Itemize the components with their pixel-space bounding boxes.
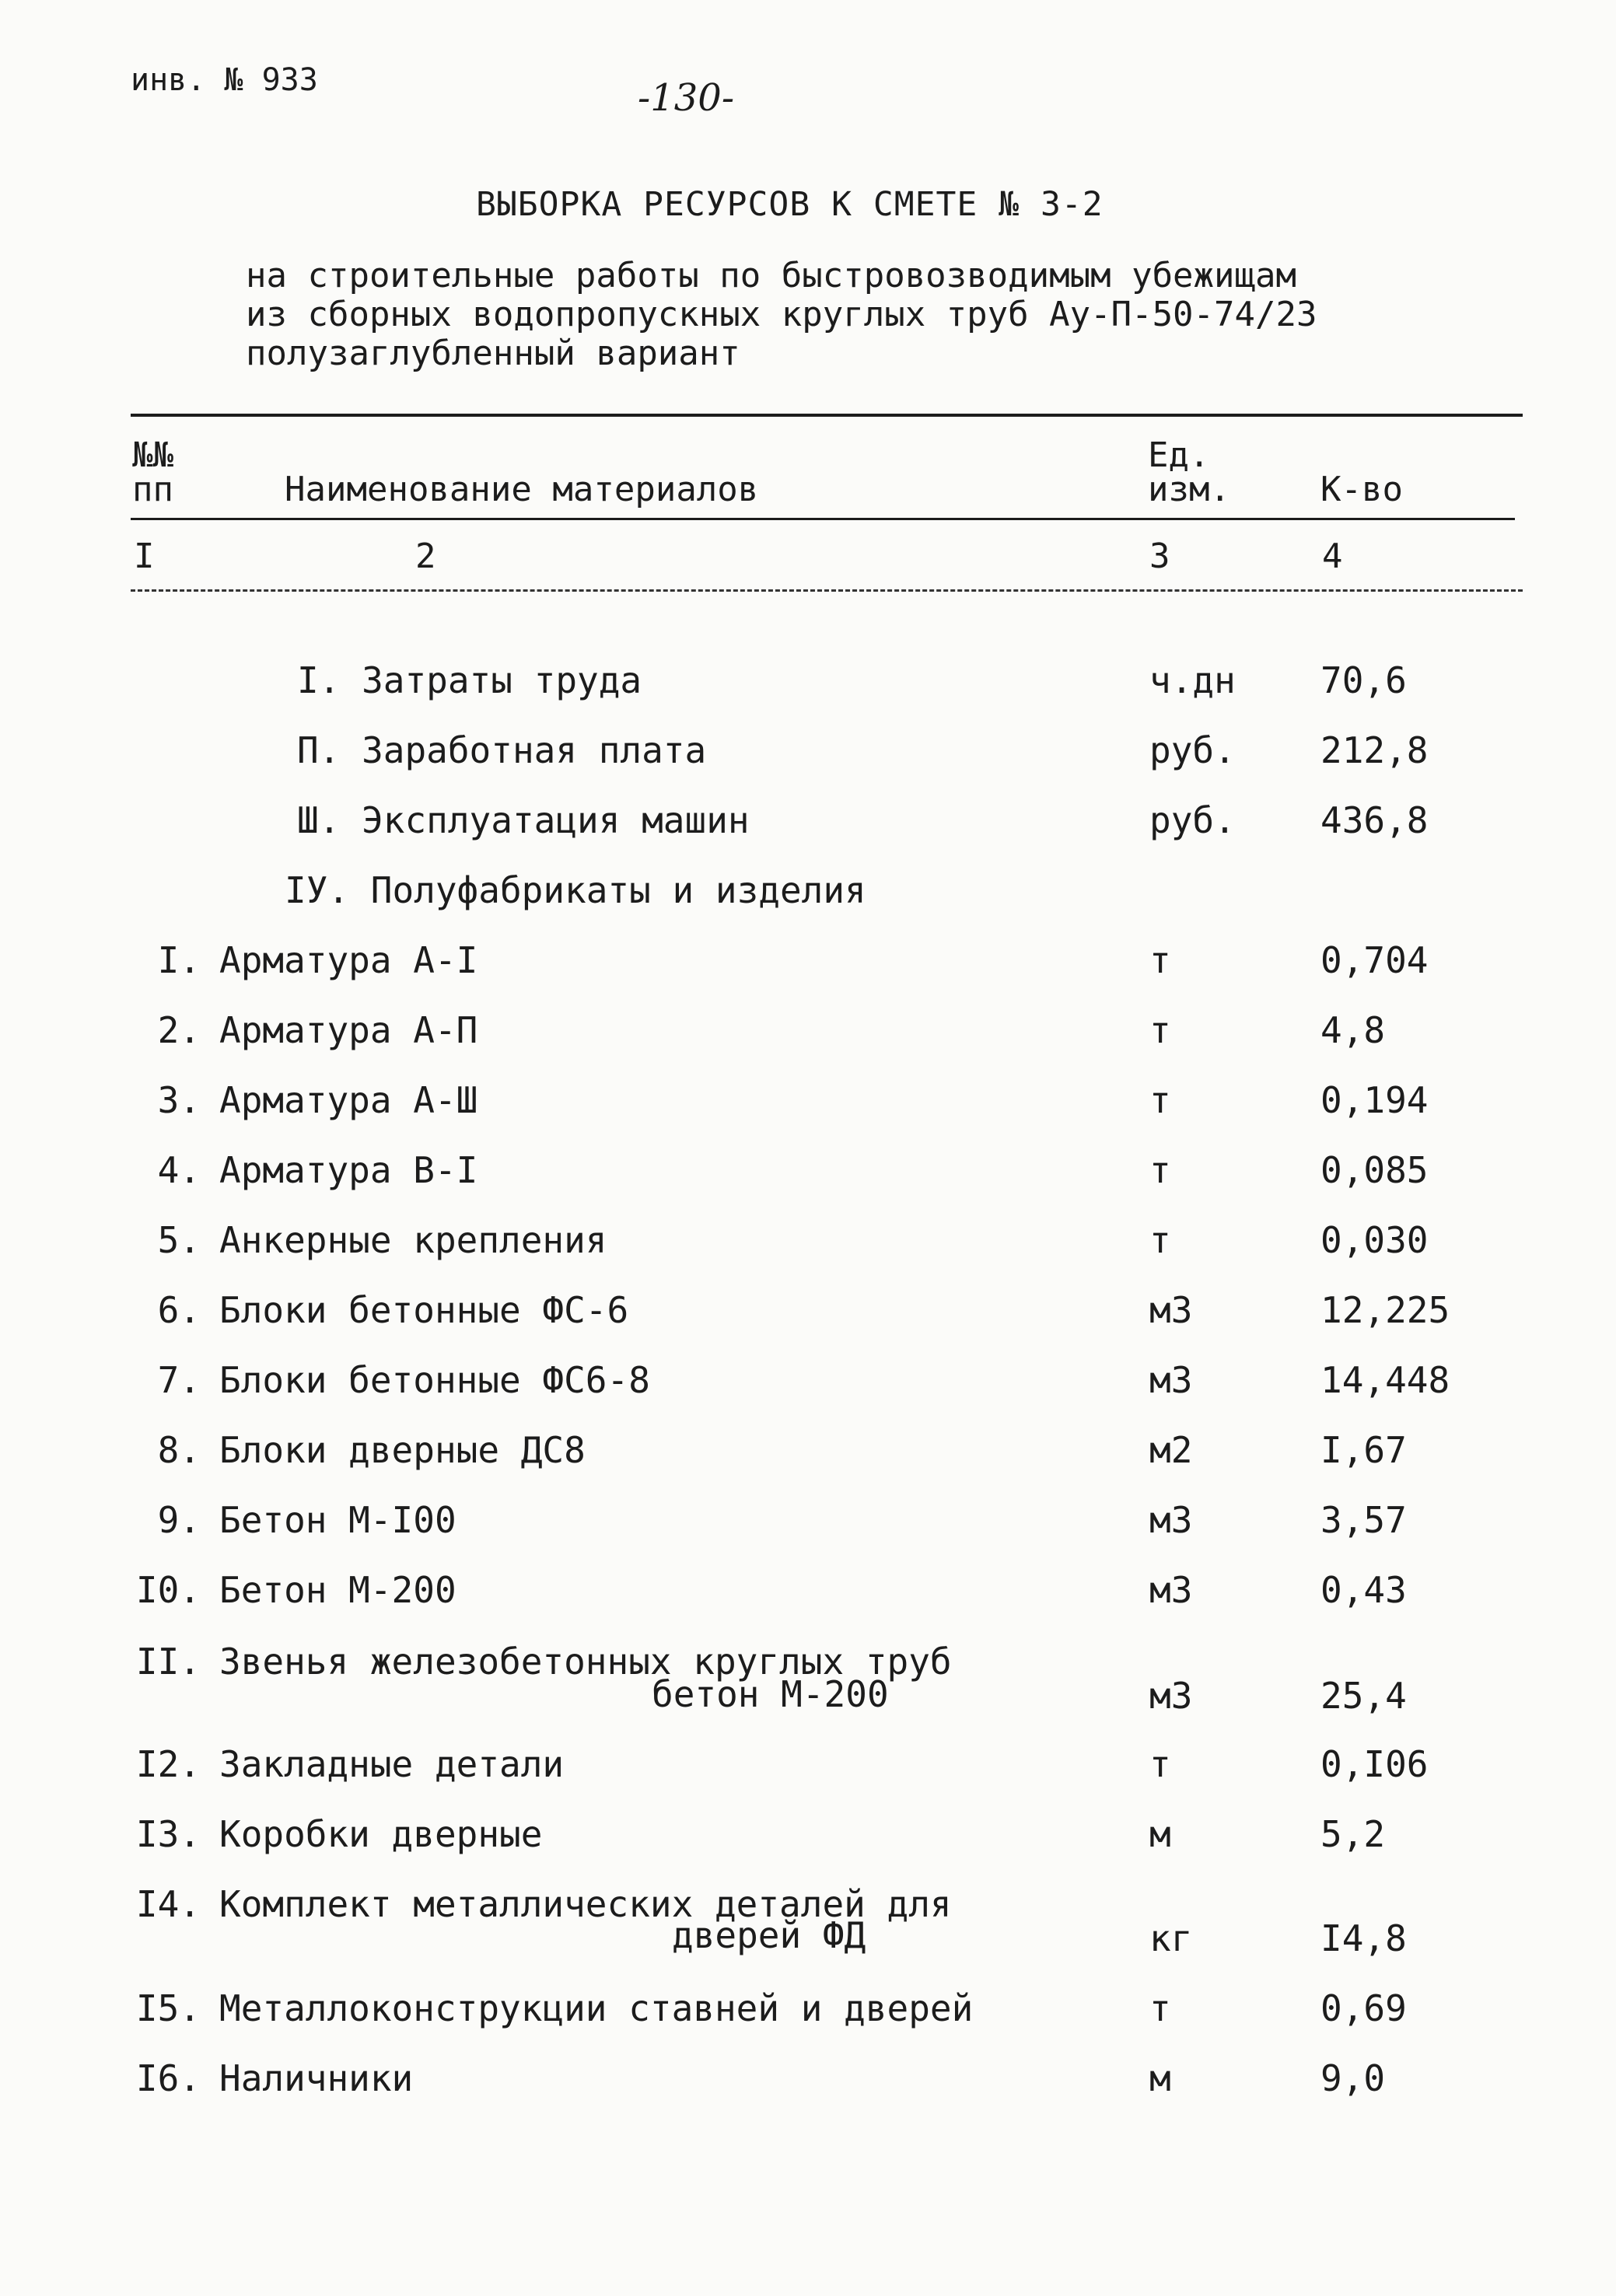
header-rule	[131, 518, 1515, 520]
row-number: I6.	[135, 2057, 201, 2099]
section-unit: ч.дн	[1149, 659, 1236, 701]
column-number-3: 3	[1149, 536, 1170, 576]
section-label: П. Заработная плата	[297, 729, 707, 771]
header-no-line1: №№	[132, 435, 173, 475]
column-number-4: 4	[1322, 536, 1343, 576]
row-qty: 25,4	[1320, 1675, 1407, 1717]
row-unit: м3	[1149, 1569, 1193, 1611]
row-name: Арматура А-I	[219, 939, 478, 981]
header-name: Наименование материалов	[285, 470, 759, 509]
row-qty: 0,704	[1320, 939, 1429, 981]
row-qty: 0,030	[1320, 1219, 1429, 1261]
row-qty: 0,085	[1320, 1149, 1429, 1191]
table-top-rule	[131, 414, 1523, 417]
section-label: I. Затраты труда	[297, 659, 642, 701]
subtitle-line: на строительные работы по быстровозводимым убежищам	[246, 256, 1297, 295]
table-row	[0, 1641, 1616, 1726]
row-number: 3.	[157, 1079, 201, 1121]
section-qty: 436,8	[1320, 799, 1429, 841]
row-number: I5.	[135, 1987, 201, 2029]
section-label: IУ. Полуфабрикаты и изделия	[285, 869, 866, 911]
row-qty: 12,225	[1320, 1289, 1450, 1331]
row-qty: I,67	[1320, 1429, 1407, 1471]
row-unit: т	[1149, 1149, 1171, 1191]
row-unit: кг	[1149, 1917, 1193, 1959]
row-qty: 9,0	[1320, 2057, 1386, 2099]
row-number: II.	[135, 1641, 201, 1683]
row-qty: 0,69	[1320, 1987, 1407, 2029]
row-unit: м	[1149, 1813, 1171, 1855]
header-no-line2: пп	[132, 470, 173, 509]
header-unit-line1: Ед.	[1148, 435, 1210, 475]
column-number-rule	[131, 589, 1523, 592]
row-name: Наличники	[219, 2057, 414, 2099]
row-name: Закладные детали	[219, 1743, 565, 1785]
row-name: Комплект металлических деталей для	[219, 1883, 952, 1925]
row-qty: 3,57	[1320, 1499, 1407, 1541]
row-number: 5.	[157, 1219, 201, 1261]
row-unit: т	[1149, 1219, 1171, 1261]
row-name: Анкерные крепления	[219, 1219, 607, 1261]
column-number-1: I	[134, 536, 155, 576]
row-qty: I4,8	[1320, 1917, 1407, 1959]
inventory-number: инв. № 933	[131, 62, 318, 98]
page-number: -130-	[638, 76, 735, 120]
row-unit: м3	[1149, 1499, 1193, 1541]
row-number: I.	[157, 939, 201, 981]
row-number: I3.	[135, 1813, 201, 1855]
row-unit: т	[1149, 1987, 1171, 2029]
row-number: 8.	[157, 1429, 201, 1471]
row-name: Звенья железобетонных круглых труб	[219, 1641, 952, 1683]
row-number: 4.	[157, 1149, 201, 1191]
document-title: ВЫБОРКА РЕСУРСОВ К СМЕТЕ № 3-2	[476, 185, 1104, 224]
row-qty: 0,I06	[1320, 1743, 1429, 1785]
row-unit: м	[1149, 2057, 1171, 2099]
row-number: 7.	[157, 1359, 201, 1401]
row-qty: 14,448	[1320, 1359, 1450, 1401]
row-name: Блоки бетонные ФС6-8	[219, 1359, 650, 1401]
row-unit: т	[1149, 1079, 1171, 1121]
section-label: Ш. Эксплуатация машин	[297, 799, 750, 841]
row-number: 9.	[157, 1499, 201, 1541]
section-unit: руб.	[1149, 729, 1236, 771]
row-name: Бетон М-I00	[219, 1499, 456, 1541]
row-name: Арматура В-I	[219, 1149, 478, 1191]
row-name-continuation: бетон М-200	[652, 1673, 889, 1715]
column-number-2: 2	[415, 536, 436, 576]
section-qty: 70,6	[1320, 659, 1407, 701]
row-unit: м2	[1149, 1429, 1193, 1471]
row-name: Арматура А-Ш	[219, 1079, 478, 1121]
row-name: Металлоконструкции ставней и дверей	[219, 1987, 974, 2029]
table-row	[0, 1883, 1616, 1969]
row-number: 6.	[157, 1289, 201, 1331]
row-number: I4.	[135, 1883, 201, 1925]
row-qty: 0,194	[1320, 1079, 1429, 1121]
row-name: Коробки дверные	[219, 1813, 543, 1855]
row-name: Блоки дверные ДС8	[219, 1429, 586, 1471]
row-number: I2.	[135, 1743, 201, 1785]
row-unit: т	[1149, 1743, 1171, 1785]
row-unit: т	[1149, 939, 1171, 981]
row-qty: 4,8	[1320, 1009, 1386, 1051]
row-unit: м3	[1149, 1289, 1193, 1331]
header-qty: К-во	[1320, 470, 1403, 509]
row-name: Бетон М-200	[219, 1569, 456, 1611]
section-unit: руб.	[1149, 799, 1236, 841]
row-unit: т	[1149, 1009, 1171, 1051]
section-qty: 212,8	[1320, 729, 1429, 771]
row-qty: 0,43	[1320, 1569, 1407, 1611]
row-number: I0.	[135, 1569, 201, 1611]
subtitle-line: из сборных водопропускных круглых труб Ау-П-50-74/23	[246, 295, 1317, 334]
row-name-continuation: дверей ФД	[672, 1914, 866, 1956]
row-qty: 5,2	[1320, 1813, 1386, 1855]
row-number: 2.	[157, 1009, 201, 1051]
subtitle-line: полузаглубленный вариант	[246, 334, 740, 373]
row-name: Блоки бетонные ФС-6	[219, 1289, 629, 1331]
row-name: Арматура А-П	[219, 1009, 478, 1051]
header-unit-line2: изм.	[1148, 470, 1230, 509]
row-unit: м3	[1149, 1675, 1193, 1717]
row-unit: м3	[1149, 1359, 1193, 1401]
document-subtitle	[246, 257, 1317, 373]
